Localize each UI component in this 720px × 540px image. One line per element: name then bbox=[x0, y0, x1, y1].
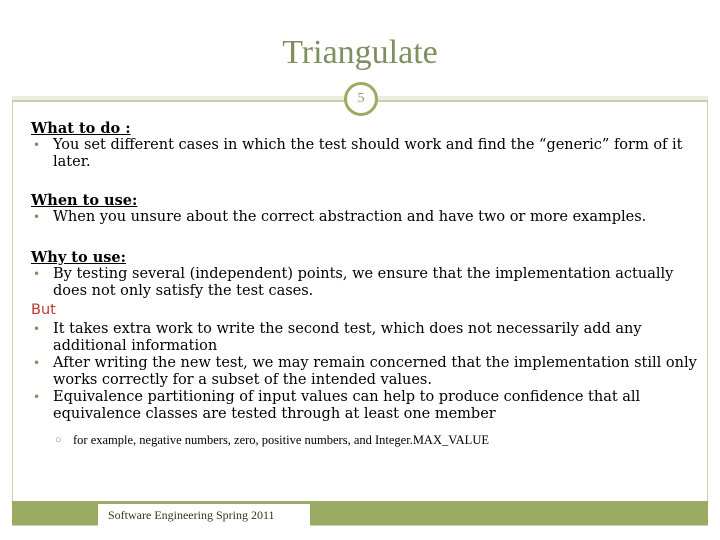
bullet-text: After writing the new test, we may remain concerned that the implementation still only works correctly for a subset of the intended values. bbox=[53, 355, 697, 388]
heading-when: When to use: bbox=[31, 192, 138, 209]
bullet-why-2 bbox=[31, 321, 701, 355]
bullet-why-1 bbox=[31, 266, 701, 300]
slide-title: Triangulate bbox=[282, 34, 438, 71]
bullet-marker-icon: • bbox=[33, 210, 41, 224]
bullet-marker-icon: • bbox=[33, 390, 41, 404]
bullet-marker-icon: • bbox=[33, 356, 41, 370]
footer-text: Software Engineering Spring 2011 bbox=[108, 508, 275, 522]
bullet-what-1 bbox=[31, 137, 701, 171]
bullet-text: When you unsure about the correct abstraction and have two or more examples. bbox=[53, 209, 647, 225]
slide-number: 5 bbox=[344, 82, 378, 116]
bullet-text: Equivalence partitioning of input values can help to produce confidence that all equivalence classes are tested through at least one member bbox=[53, 389, 641, 422]
bullet-text: By testing several (independent) points, we ensure that the implementation actually does not only satisfy the test cases. bbox=[53, 266, 674, 299]
bullet-marker-icon: • bbox=[33, 322, 41, 336]
bullet-text: You set different cases in which the test should work and find the “generic” form of it later. bbox=[53, 137, 683, 170]
heading-why: Why to use: bbox=[31, 249, 127, 266]
bullet-why-3 bbox=[31, 355, 701, 389]
bullet-why-4 bbox=[31, 389, 701, 423]
heading-what: What to do : bbox=[31, 120, 131, 137]
but-label: But bbox=[31, 302, 56, 318]
circle-bullet-icon: ○ bbox=[55, 434, 62, 446]
sub-bullet-1 bbox=[31, 432, 701, 449]
bullet-marker-icon: • bbox=[33, 267, 41, 281]
sub-bullet-text: for example, negative numbers, zero, positive numbers, and Integer.MAX_VALUE bbox=[73, 433, 489, 447]
bullet-marker-icon: • bbox=[33, 138, 41, 152]
bullet-when-1 bbox=[31, 209, 701, 226]
bullet-text: It takes extra work to write the second test, which does not necessarily add any additional information bbox=[53, 321, 642, 354]
slide-content bbox=[31, 120, 701, 462]
